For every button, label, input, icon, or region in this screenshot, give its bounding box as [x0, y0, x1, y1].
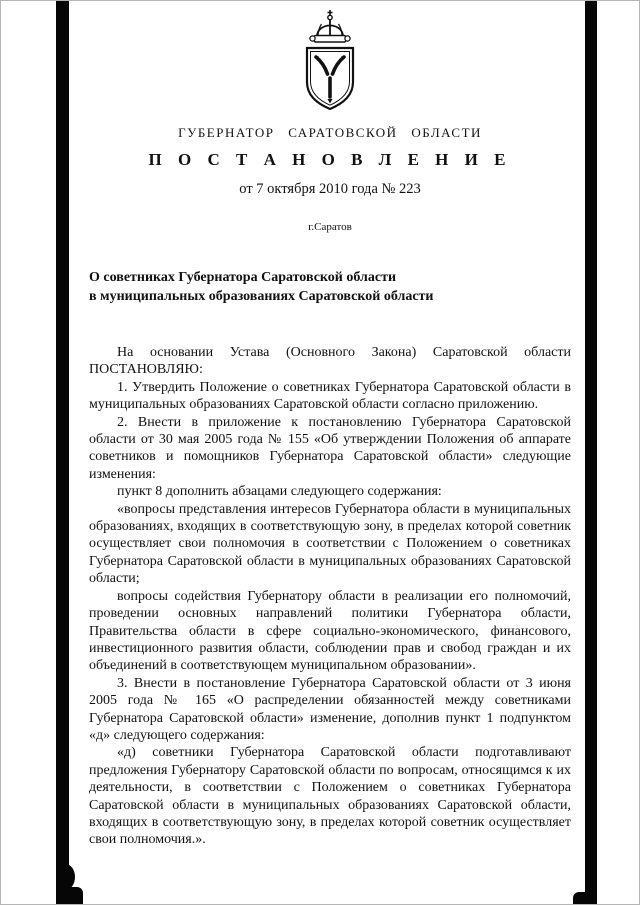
paragraph: «вопросы представления интересов Губернатора области в муниципальных образованиях, входящих в соответствующую зону, в пределах которой советник осуществляет свои полномочия в соответствии с Положением о советниках Губернатора Саратовской области в муниципальных образованиях Саратовской области;	[89, 501, 571, 587]
paragraph: 3. Внести в постановление Губернатора Саратовской области от 3 июня 2005 года № 165 «О распределении обязанностей между советниками Губернатора Саратовской области» изменение, дополнив пункт 1 подпунктом «д» следующего содержания:	[89, 675, 571, 743]
document-body	[89, 344, 571, 849]
paragraph: На основании Устава (Основного Закона) Саратовской области ПОСТАНОВЛЯЮ:	[89, 345, 571, 378]
scan-artifact-bottom-right	[573, 892, 597, 904]
doc-type-title: П О С Т А Н О В Л Е Н И Е	[148, 150, 512, 169]
coat-of-arms-icon	[89, 9, 571, 111]
paragraph: вопросы содействия Губернатору области в реализации его полномочий, проведении основных направлений политики Губернатора области, Правительства области в сфере социально-экономического, финансового, инвестиционного развития области, соблюдении прав и свобод граждан и их объединений в соответствующем муниципальном образовании».	[89, 588, 571, 674]
doc-title-line1: О советниках Губернатора Саратовской области	[89, 270, 397, 285]
scan-artifact-bottom-left-2	[56, 864, 75, 890]
doc-title	[89, 268, 571, 306]
paragraph: «д) советники Губернатора Саратовской области подготавливают предложения Губернатору Саратовской области по вопросам, относящимся к их деятельности, в соответствии с Положением о советниках Губернатора Саратовской области в муниципальных образованиях Саратовской области, входящих в соответствующую зону, в пределах которой советник осуществляет свои полномочия.».	[89, 745, 571, 848]
paragraph: пункт 8 дополнить абзацами следующего содержания:	[117, 484, 442, 500]
doc-date-number: от 7 октября 2010 года № 223	[239, 181, 421, 197]
doc-title-line2: в муниципальных образованиях Саратовской области	[89, 289, 434, 304]
paragraph: 2. Внести в приложение к постановлению Губернатора Саратовской области от 30 мая 2005 года № 155 «Об утверждении Положения об аппарате советников и помощников Губернатора Саратовской области» следующие изменения:	[89, 414, 571, 482]
paragraph: 1. Утвердить Положение о советниках Губернатора Саратовской области в муниципальных образованиях Саратовской области согласно приложению.	[89, 379, 571, 413]
org-name: ГУБЕРНАТОР САРАТОВСКОЙ ОБЛАСТИ	[178, 125, 482, 140]
doc-city: г.Саратов	[308, 221, 352, 233]
document-content	[1, 1, 639, 849]
